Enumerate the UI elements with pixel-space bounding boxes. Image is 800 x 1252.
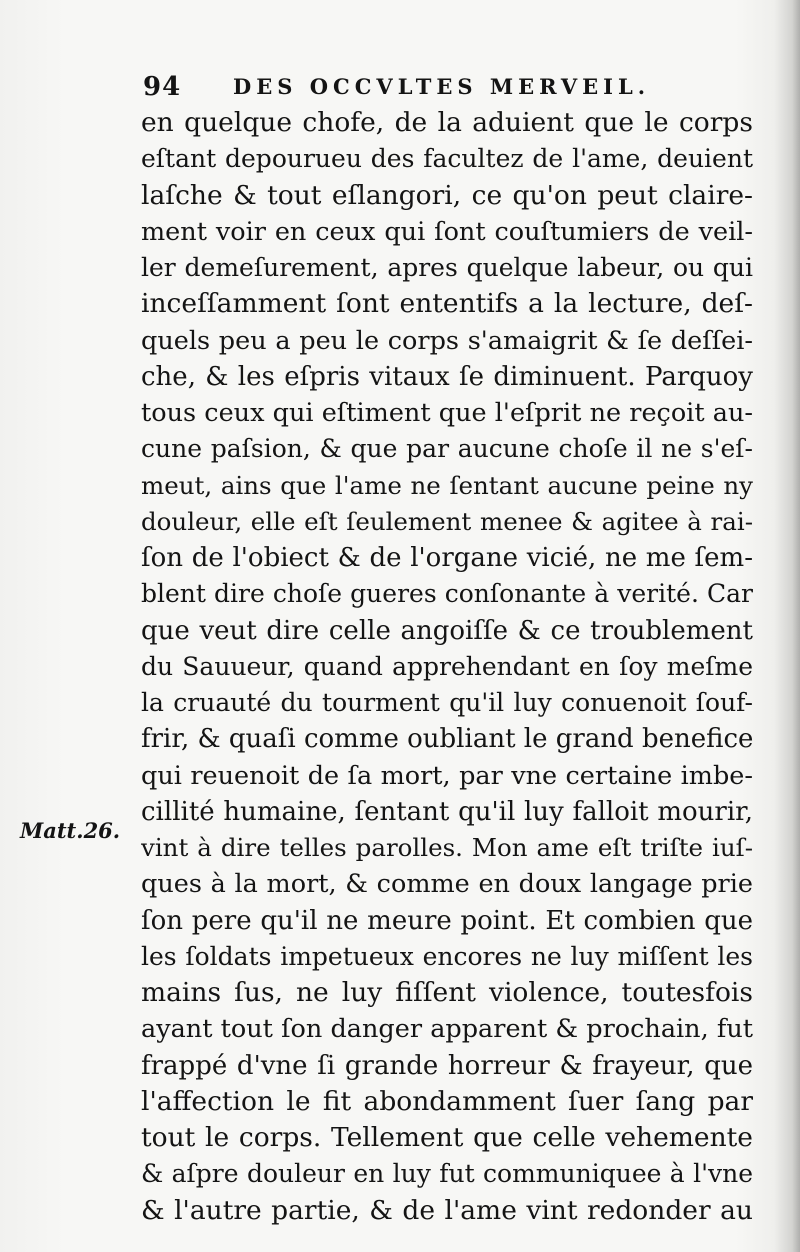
- page-number: 94: [143, 72, 182, 102]
- text-line: la cruauté du tourment qu'il luy conuenoit ſouf-: [141, 688, 753, 717]
- text-line: que veut dire celle angoiſſe & ce troublement: [141, 615, 753, 646]
- text-line: & l'autre partie, & de l'ame vint redonder au: [141, 1194, 753, 1226]
- text-line: tous ceux qui eſtiment que l'eſprit ne reçoit au-: [141, 398, 753, 428]
- text-line: che, & les eſpris vitaux ſe diminuent. Parquoy: [141, 361, 753, 392]
- text-line: eſtant depourueu des facultez de l'ame, deuient: [141, 144, 753, 174]
- text-line: blent dire choſe gueres conſonante à verité. Car: [141, 579, 753, 609]
- text-line: ſon de l'obiect & de l'organe vicié, ne me ſem-: [141, 543, 753, 573]
- text-line: & aſpre douleur en luy fut communiquee à l'vne: [141, 1159, 753, 1189]
- text-line: frappé d'vne ſi grande horreur & frayeur, que: [141, 1050, 753, 1081]
- text-line: meut, ains que l'ame ne ſentant aucune peine ny: [141, 470, 753, 500]
- text-line: ques à la mort, & comme en doux langage prie: [141, 869, 753, 900]
- body-text: [141, 105, 753, 1229]
- text-line: l'affection le fit abondamment ſuer ſang par: [141, 1085, 753, 1117]
- text-line: vint à dire telles parolles. Mon ame eſt triſte iuſ-: [141, 833, 753, 862]
- text-line: douleur, elle eſt ſeulement menee & agitee à rai-: [141, 506, 753, 536]
- margin-note-citation: Matt.26.: [20, 818, 121, 843]
- text-line: cune paſsion, & que par aucune choſe il ne s'eſ-: [141, 434, 753, 464]
- text-line: en quelque chofe, de la aduient que le corps: [141, 107, 753, 138]
- text-line: ſon pere qu'il ne meure point. Et combien que: [141, 905, 753, 936]
- text-line: les ſoldats impetueux encores ne luy miſſent les: [141, 941, 753, 971]
- text-line: ayant tout ſon danger apparent & prochain, fut: [141, 1014, 753, 1045]
- text-line: quels peu a peu le corps s'amaigrit & ſe deſſei-: [141, 325, 753, 356]
- text-line: frir, & quaſi comme oubliant le grand benefice: [141, 724, 753, 755]
- text-line: laſche & tout eſlangori, ce qu'on peut claire-: [141, 179, 753, 211]
- text-line: tout le corps. Tellement que celle vehemente: [141, 1122, 753, 1153]
- page-edge-shadow: [774, 0, 800, 1252]
- text-line: inceſſamment ſont ententifs a la lecture, deſ-: [141, 288, 753, 320]
- text-line: qui reuenoit de ſa mort, par vne certaine imbe-: [141, 760, 753, 791]
- text-line: mains ſus, ne luy fiſſent violence, toutesfois: [141, 977, 753, 1008]
- text-line: du Sauueur, quand apprehendant en ſoy meſme: [141, 651, 753, 681]
- text-line: cillité humaine, ſentant qu'il luy falloit mourir,: [141, 796, 753, 827]
- text-line: ment voir en ceux qui ſont couſtumiers de veil-: [141, 216, 753, 247]
- text-line: ler demeſurement, apres quelque labeur, ou qui: [141, 253, 753, 282]
- running-head: DES OCCVLTES MERVEIL.: [233, 74, 651, 99]
